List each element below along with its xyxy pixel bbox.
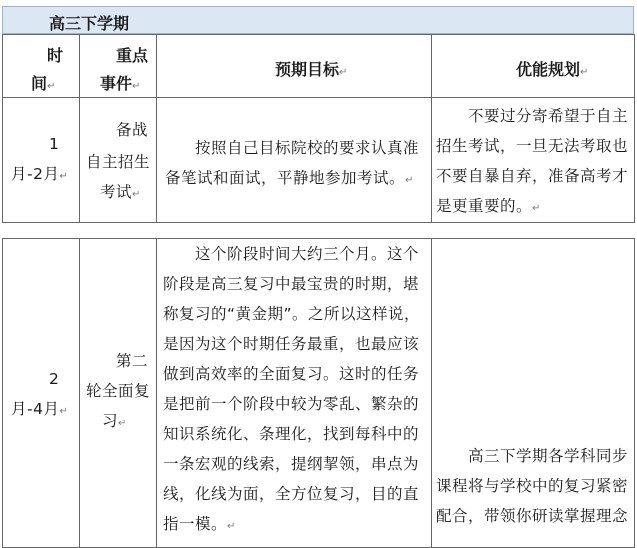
header-time-line2: 间↵ xyxy=(31,74,56,93)
row1-time-line2: 月-2月↵ xyxy=(11,165,69,183)
row2-goal-line9: 线，化线为面，全方位复习，目的直 xyxy=(163,485,420,503)
row2-time-line1: 2 xyxy=(49,370,60,388)
header-event-line1: 重点 xyxy=(116,46,149,65)
row1-goal-line2: 备笔试和面试，平静地参加考试。↵ xyxy=(165,169,414,187)
row1-plan-line4: 是更重要的。↵ xyxy=(436,197,541,215)
row2-event-line3: 习↵ xyxy=(102,412,127,430)
page-title: 高三下学期 xyxy=(49,14,130,33)
header-goal: 预期目标↵ xyxy=(275,60,348,79)
row2-plan-line1: 高三下学期各学科同步 xyxy=(468,447,629,465)
row2-goal-line4: 是因为这个时期任务最重，也最应该 xyxy=(163,335,420,353)
row2-goal-cell xyxy=(156,238,432,548)
row1-event-cell xyxy=(79,97,157,223)
header-plan: 优能规划↵ xyxy=(516,60,589,79)
header-event-cell xyxy=(79,34,157,98)
row1-plan-line1: 不要过分寄希望于自主 xyxy=(468,107,629,125)
header-event-line2: 事件↵ xyxy=(100,74,141,93)
row1-time-cell xyxy=(2,97,80,223)
row2-goal-line5: 做到高效率的全面复习。这时的任务 xyxy=(163,365,420,383)
row1-time-line1: 1 xyxy=(49,135,60,153)
row1-goal-line1: 按照自己目标院校的要求认真准 xyxy=(195,139,420,157)
row2-goal-line1: 这个阶段时间大约三个月。这个 xyxy=(195,245,420,263)
header-time-line1: 时 xyxy=(47,46,64,65)
header-time-cell xyxy=(2,34,80,98)
row1-plan-line3: 不要自暴自弃，准备高考才 xyxy=(436,167,629,185)
row2-event-line2: 轮全面复 xyxy=(86,382,151,400)
row2-goal-line2: 阶段是高三复习中最宝贵的时期，堪 xyxy=(163,275,420,293)
row2-plan-cell xyxy=(431,238,635,548)
row1-event-line2: 自主招生 xyxy=(86,153,151,171)
row2-goal-line3: 称复习的“黄金期”。之所以这样说， xyxy=(163,305,421,323)
row2-plan-line3: 配合，带领你研读掌握理念 xyxy=(436,507,629,525)
row2-event-line1: 第二 xyxy=(116,352,149,370)
row2-goal-line10: 指一模。↵ xyxy=(163,515,236,533)
title-bar xyxy=(2,6,634,34)
row2-goal-line7: 知识系统化、条理化，找到每科中的 xyxy=(163,425,420,443)
row2-time-line2: 月-4月↵ xyxy=(11,400,69,418)
row2-goal-line8: 一条宏观的线索，提纲挈领，串点为 xyxy=(163,455,420,473)
row1-event-line3: 考试↵ xyxy=(100,183,141,201)
row1-plan-line2: 招生考试，一旦无法考取也 xyxy=(436,137,629,155)
header-plan-cell xyxy=(431,34,635,98)
row2-event-cell xyxy=(79,238,157,548)
row2-plan-line2: 课程将与学校中的复习紧密 xyxy=(436,477,629,495)
row1-plan-cell xyxy=(431,97,635,223)
header-goal-cell xyxy=(156,34,432,98)
row2-goal-line6: 是把前一个阶段中较为零乱、繁杂的 xyxy=(163,395,420,413)
row1-goal-cell xyxy=(156,97,432,223)
row2-time-cell xyxy=(2,238,80,548)
row1-event-line1: 备战 xyxy=(116,121,149,139)
